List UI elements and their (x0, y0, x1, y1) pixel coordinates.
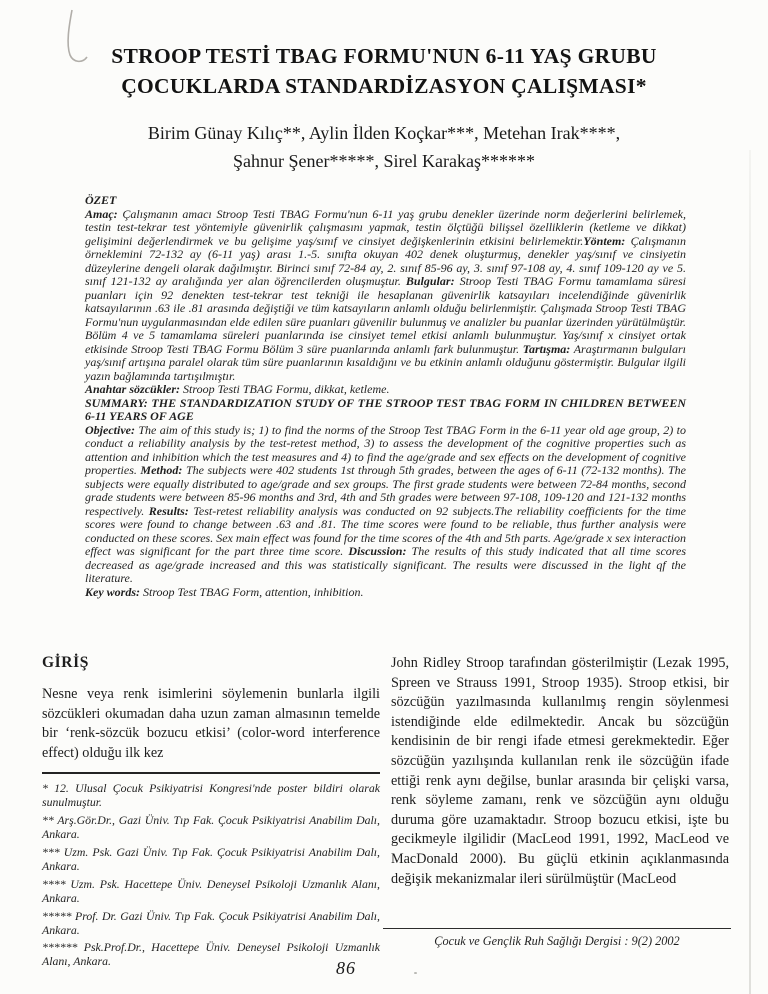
right-column (391, 654, 729, 889)
footnote-divider-rule (42, 772, 380, 774)
right-column-paragraph: John Ridley Stroop tarafından gösterilmiştir (Lezak 1995, Spreen ve Strauss 1991, Stroop 1935). Stroop etkisi, bir sözcüğün yazılmasında kullanılmış rengin söylenmesi istendiğinde elde edilmektedir. Ancak bu sözcüğün kendisinin de bir rengi ifade etmesi gerekmektedir. Eğer sözcüğün yazılışında kullanılan renk ile sözcüğün ifade ettiği renk aynı değilse, bunlar arasında bir çelişki varsa, renk söyleme zamanı, renk ve sözcüğün aynı olduğu duruma göre uzamaktadır. Stroop bozucu etkisi, işte bu gecikmeyle ilgilidir (MacLeod 1991, 1992, MacLeod ve MacDonald 2000). Bu güçlü etkinin açıklanmasında değişik mekanizmalar ileri sürülmüştür (MacLeod (391, 655, 729, 887)
giris-heading: GİRİŞ (42, 654, 89, 671)
footnote-item: ***** Prof. Dr. Gazi Üniv. Tıp Fak. Çocuk Psikiyatrisi Anabilim Dalı, Ankara. (42, 908, 380, 937)
footnote-item: **** Uzm. Psk. Hacettepe Üniv. Deneysel Psikoloji Uzmanlık Alanı, Ankara. (42, 876, 380, 905)
left-column (42, 654, 380, 973)
journal-footer-rule (383, 928, 731, 929)
page-title (30, 42, 738, 101)
abstract-section (85, 194, 686, 599)
authors-line-2: Şahnur Şener*****, Sirel Karakaş****** (233, 151, 535, 171)
journal-footer (383, 928, 731, 949)
ozet-heading: ÖZET (85, 193, 117, 207)
left-column-paragraph: Nesne veya renk isimlerini söylemenin bunlarla ilgili sözcükleri okumadan daha uzun zaman almasının temelde bir ‘renk-sözcük bozucu etkisi’ (color-word interference effect) olduğu ilk kez (42, 686, 380, 761)
footnote-item: * 12. Ulusal Çocuk Psikiyatrisi Kongresi'nde poster bildiri olarak sunulmuştur. (42, 781, 380, 810)
footnotes-block (42, 782, 380, 969)
footnote-item: ****** Psk.Prof.Dr., Hacettepe Üniv. Deneysel Psikoloji Uzmanlık Alanı, Ankara. (42, 940, 380, 969)
abstract-english-keywords: Key words: Stroop Test TBAG Form, attention, inhibition. (85, 584, 364, 599)
authors-line-1: Birim Günay Kılıç**, Aylin İlden Koçkar***, Metehan Irak****, (147, 123, 621, 143)
title-line-2: ÇOCUKLARDA STANDARDİZASYON ÇALIŞMASI* (121, 73, 647, 98)
summary-heading: SUMMARY: THE STANDARDIZATION STUDY OF THE STROOP TEST TBAG FORM IN CHILDREN BETWEEN 6-11 YEARS OF AGE (85, 395, 686, 423)
title-line-1: STROOP TESTİ TBAG FORMU'NUN 6-11 YAŞ GRUBU (111, 44, 657, 68)
abstract-english-paragraph: Objective: The aim of this study is; 1) to find the norms of the Stroop Test TBAG Form in the 6-11 year old age group, 2) to conduct a reliability analysis by the test-retest method, 3) to assess the development of the cognitive properties such as attention and inhibition which the test measures and 4) to find the age/grade and sex effects on the development of cognitive properties. Method: The subjects were 402 students 1st through 5th grades, between the ages of 6-11 (72-132 months). The subjects were equally distributed to age/grade and sex groups. The first grade students were between 72-84 months, second grade students were between 85-96 months and 3rd, 4th and 5th grades were between 97-108, 109-120 and 121-132 months respectively. Results: Test-retest reliability analysis was conducted on 92 subjects.The reliability coefficients for the time scores were found to change between .63 and .81. The time scores were found to be reliable, thus further analysis were conducted on these scores. Sex main effect was found for the time scores of the 4th and 5th parts. Age/grade x sex interaction effect was significant for the part three time score. Discussion: The results of this study indicated that all time scores decreased as age/grade increased and this was statistically significant. The results were discussed in the light qf the literature. (85, 422, 686, 585)
footnote-item: *** Uzm. Psk. Gazi Üniv. Tıp Fak. Çocuk Psikiyatrisi Anabilim Dalı, Ankara. (42, 845, 380, 873)
scan-speck (414, 972, 417, 974)
abstract-turkish-paragraph: Amaç: Çalışmanın amacı Stroop Testi TBAG Formu'nun 6-11 yaş grubu denekler üzerinde norm değerlerini belirlemek, testin test-tekrar test yöntemiyle güvenirlik çalışmasını yapmak, testin ölçtüğü bilişsel özelliklerin (ketleme ve dikkat) gelişimini değerlendirmek ve bu gelişime yaş/sınıf ve cinsiyet değişkenlerinin etkisini belirlemektir.Yöntem: Çalışmanın örneklemini 72-132 ay (6-11 yaş) arası 1.-5. sınıfta okuyan 402 denek oluşturmuş, denekler yaş/sınıf ve cinsiyetin düzeylerine dengeli olarak dağılmıştır. Birinci sınıf 72-84 ay, 2. sınıf 85-96 ay, 3. sınıf 97-108 ay, 4. sınıf 109-120 ay ve 5. sınıf 121-132 ay aralığında yer alan öğrencilerden oluşmuştur. Bulgular: Stroop Testi TBAG Formu tamamlama süresi puanları için 92 denekten test-tekrar test tekniği ile hesaplanan güvenirlik katsayıları incelendiğinde güvenirlik katsayılarının .63 ile .81 arasında değiştiği ve tüm katsayıların anlamlı olduğu belirlenmiştir. Çalışmada Stroop Testi TBAG Formu'nun uygulanmasından elde edilen süre puanları güvenilir bulunmuş ve analizler bu puanlar üzerinden yürütülmüştür. Bölüm 4 ve 5 tamamlama süreleri puanlarında ise cinsiyet temel etkisi anlamlı bulunmuştur. Yaş/sınıf x cinsiyet ortak etkisinde Stroop Testi TBAG Formu Bölüm 3 süre puanlarında anlamlı fark bulunmuştur. Tartışma: Araştırmanın bulguları yaş/sınıf artışına paralel olarak tüm süre puanlarının kısaldığını ve bu etkinin anlamlı olduğunu göstermiştir. Bulgular ilgili yazın bağlamında tartışılmıştır. (85, 206, 687, 383)
abstract-turkish-keywords: Anahtar sözcükler: Stroop Testi TBAG Formu, dikkat, ketleme. (85, 382, 390, 396)
footnote-item: ** Arş.Gör.Dr., Gazi Üniv. Tıp Fak. Çocuk Psikiyatrisi Anabilim Dalı, Ankara. (42, 813, 380, 842)
scan-artifact-line (749, 150, 751, 994)
journal-citation-line: Çocuk ve Gençlik Ruh Sağlığı Dergisi : 9(2) 2002 (434, 934, 680, 948)
authors-block (30, 119, 738, 175)
page-number: 86 (336, 958, 356, 978)
